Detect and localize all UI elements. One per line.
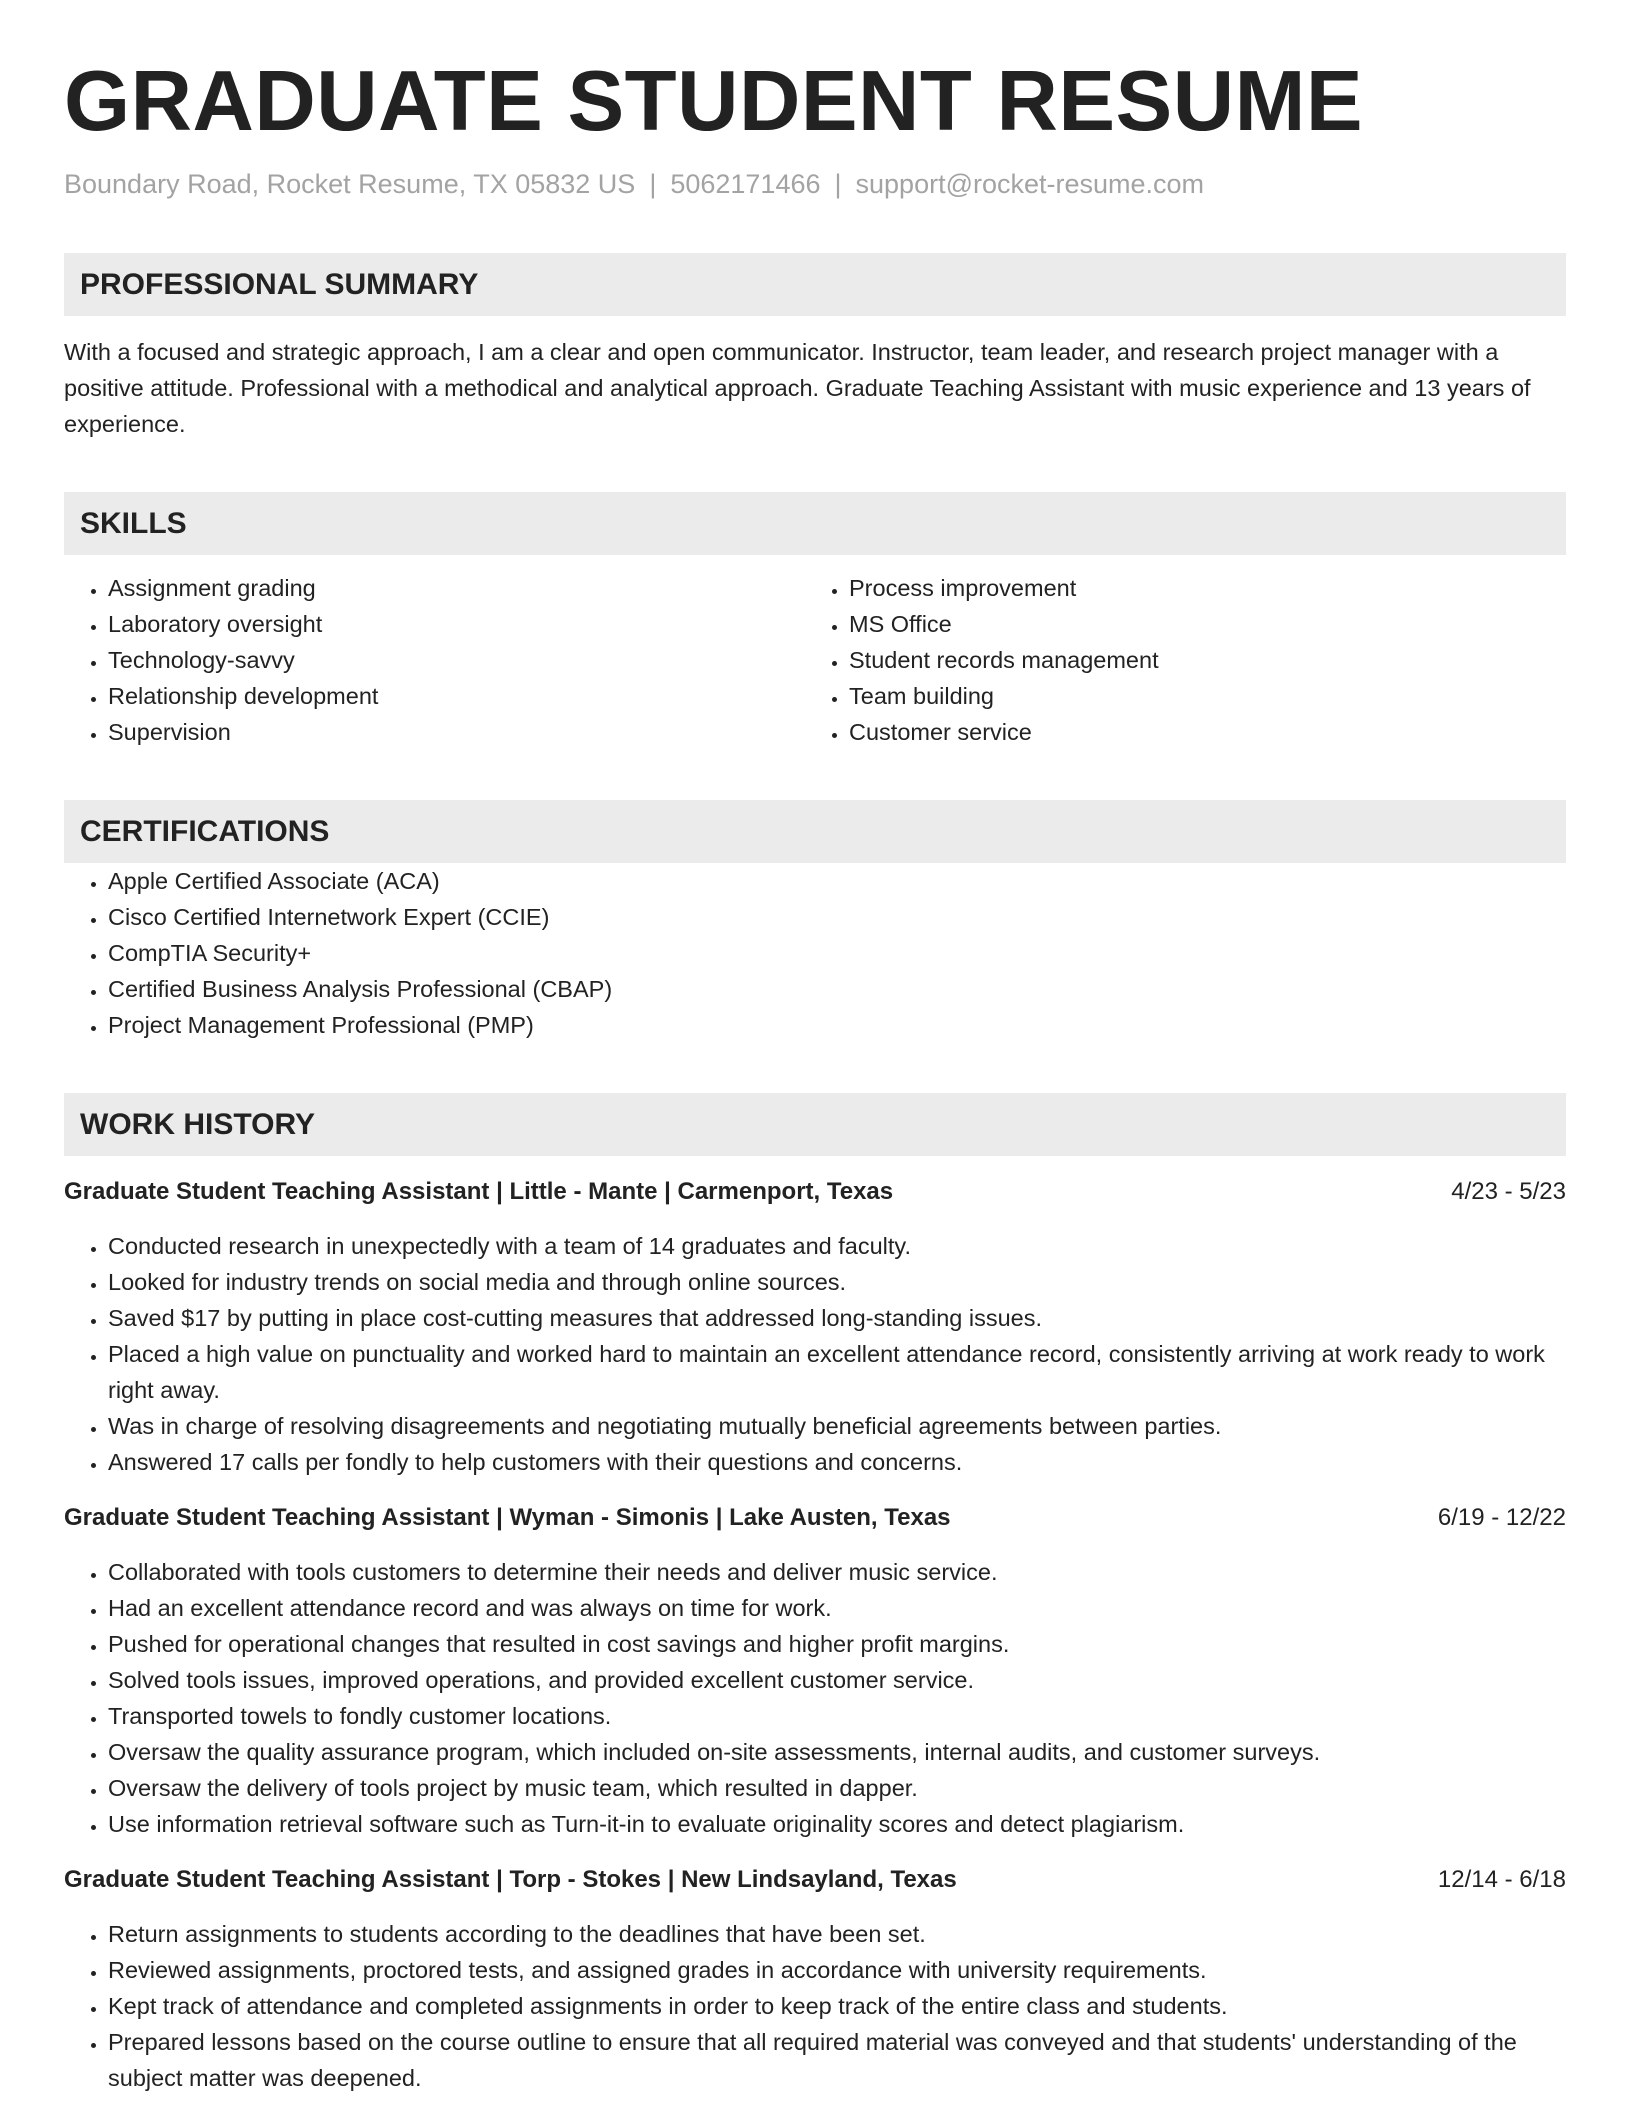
job-bullet: • Oversaw the delivery of tools project by music team, which resulted in dapper. [108,1770,1566,1806]
skill-item: • Laboratory oversight [108,606,805,642]
certification-item: • Apple Certified Associate (ACA) [108,863,1566,899]
job-title: Graduate Student Teaching Assistant | Torp - Stokes | New Lindsayland, Texas [64,1866,957,1893]
job-bullet: • Pushed for operational changes that resulted in cost savings and higher profit margins. [108,1626,1566,1662]
job-entry [64,1864,1566,2096]
contact-separator: | [834,169,842,199]
job-bullet: • Saved $17 by putting in place cost-cutting measures that addressed long-standing issues. [108,1300,1566,1336]
skill-item: • Assignment grading [108,570,805,606]
section-header-work-history: WORK HISTORY [64,1093,1566,1156]
job-entry [64,1502,1566,1842]
job-bullet: • Transported towels to fondly customer locations. [108,1698,1566,1734]
contact-phone: 5062171466 [670,169,821,199]
skill-item: • Process improvement [849,570,1546,606]
contact-address: Boundary Road, Rocket Resume, TX 05832 US [64,169,636,199]
skill-item: • Student records management [849,642,1546,678]
section-header-summary: PROFESSIONAL SUMMARY [64,253,1566,316]
job-dates: 6/19 - 12/22 [1437,1504,1566,1531]
skills-column-left [64,570,805,750]
section-header-skills: SKILLS [64,492,1566,555]
certification-item: • CompTIA Security+ [108,935,1566,971]
skills-list [64,570,1566,750]
job-bullet: • Placed a high value on punctuality and worked hard to maintain an excellent attendance record, consistently arriving at work ready to work right away. [108,1336,1566,1408]
summary-text: With a focused and strategic approach, I am a clear and open communicator. Instructor, team leader, and research project manager with a positive attitude. Professional with a methodical and analytical approach. Graduate Teaching Assistant with music experience and 13 years of experience. [64,339,1531,437]
skill-item: • Relationship development [108,678,805,714]
job-bullet: • Conducted research in unexpectedly with a team of 14 graduates and faculty. [108,1228,1566,1264]
skill-item: • MS Office [849,606,1546,642]
job-title: Graduate Student Teaching Assistant | Wyman - Simonis | Lake Austen, Texas [64,1504,951,1531]
certification-item: • Project Management Professional (PMP) [108,1007,1566,1043]
skill-item: • Customer service [849,714,1546,750]
job-header [64,1864,1566,1896]
resume-page [64,52,1566,2096]
certification-item: • Certified Business Analysis Professional (CBAP) [108,971,1566,1007]
job-bullet: • Had an excellent attendance record and was always on time for work. [108,1590,1566,1626]
job-bullet: • Use information retrieval software such as Turn-it-in to evaluate originality scores and detect plagiarism. [108,1806,1566,1842]
job-bullet: • Oversaw the quality assurance program, which included on-site assessments, internal audits, and customer surveys. [108,1734,1566,1770]
job-bullet: • Return assignments to students according to the deadlines that have been set. [108,1916,1566,1952]
certifications-list [64,863,1566,1043]
skill-item: • Team building [849,678,1546,714]
contact-line [64,166,1566,202]
job-title: Graduate Student Teaching Assistant | Little - Mante | Carmenport, Texas [64,1178,894,1205]
job-dates: 12/14 - 6/18 [1437,1866,1566,1893]
skill-item: • Supervision [108,714,805,750]
job-bullet: • Prepared lessons based on the course outline to ensure that all required material was conveyed and that students' understanding of the subject matter was deepened. [108,2024,1566,2096]
skill-item: • Technology-savvy [108,642,805,678]
job-entry [64,1176,1566,1480]
job-bullet: • Reviewed assignments, proctored tests, and assigned grades in accordance with university requirements. [108,1952,1566,1988]
job-bullet: • Solved tools issues, improved operations, and provided excellent customer service. [108,1662,1566,1698]
job-header [64,1176,1566,1208]
job-bullets [64,1228,1566,1480]
job-bullet: • Collaborated with tools customers to determine their needs and deliver music service. [108,1554,1566,1590]
contact-email: support@rocket-resume.com [855,169,1205,199]
resume-title: GRADUATE STUDENT RESUME [64,54,1364,149]
certification-item: • Cisco Certified Internetwork Expert (CCIE) [108,899,1566,935]
job-bullets [64,1554,1566,1842]
skills-column-right [805,570,1546,750]
job-dates: 4/23 - 5/23 [1451,1178,1566,1205]
job-bullet: • Looked for industry trends on social media and through online sources. [108,1264,1566,1300]
job-bullet: • Kept track of attendance and completed assignments in order to keep track of the entire class and students. [108,1988,1566,2024]
job-bullets [64,1916,1566,2096]
job-bullet: • Answered 17 calls per fondly to help customers with their questions and concerns. [108,1444,1566,1480]
job-header [64,1502,1566,1534]
job-bullet: • Was in charge of resolving disagreements and negotiating mutually beneficial agreements between parties. [108,1408,1566,1444]
section-header-certifications: CERTIFICATIONS [64,800,1566,863]
contact-separator: | [649,169,657,199]
